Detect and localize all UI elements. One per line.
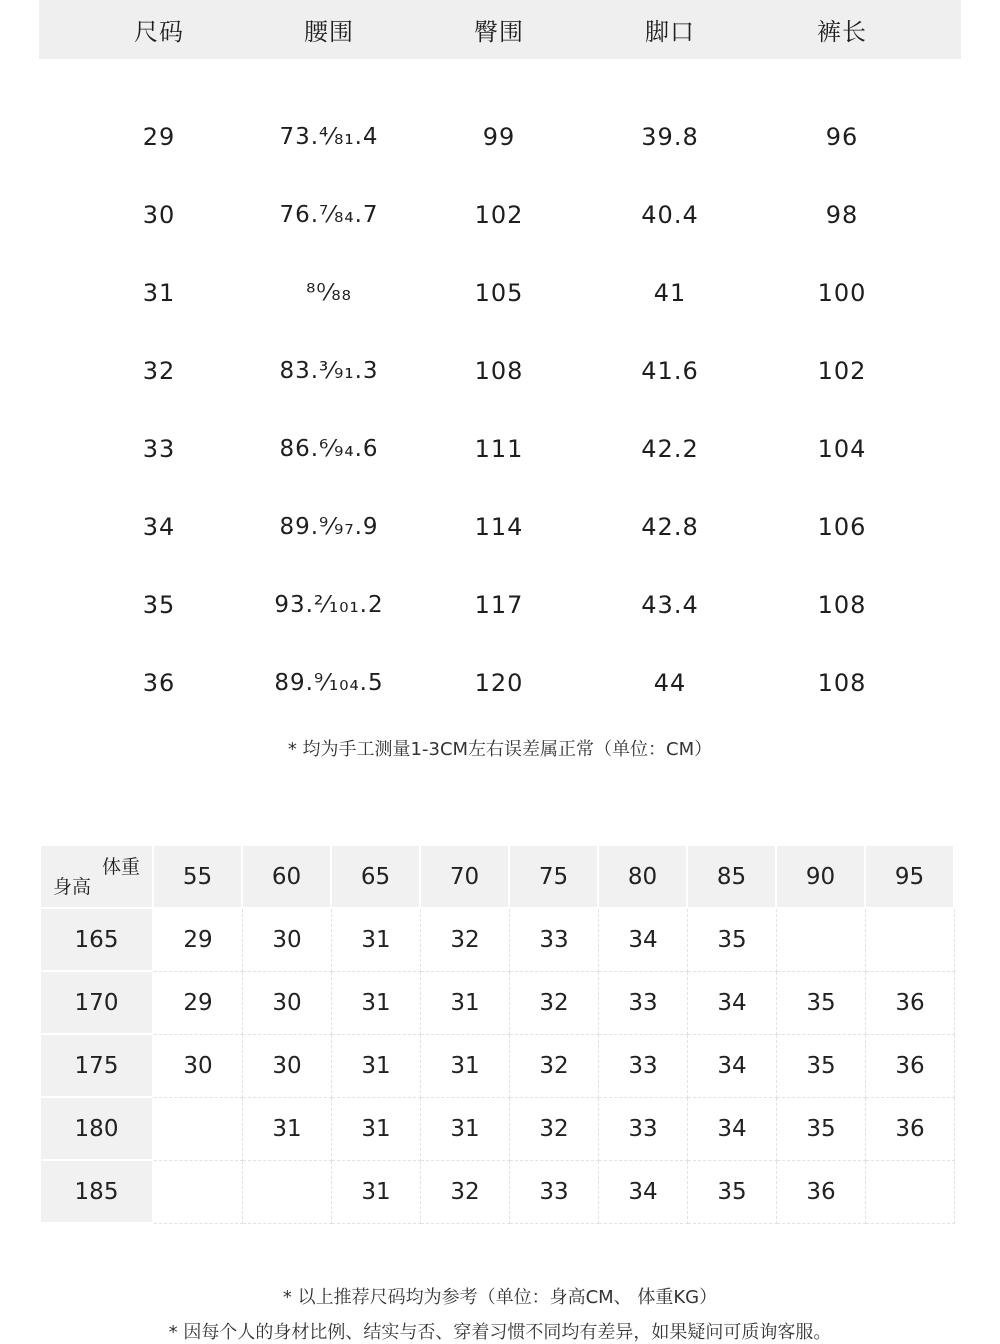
recommended-size-cell: 31 [332, 1098, 421, 1161]
recommended-size-cell: 31 [243, 1098, 332, 1161]
cell-hem: 43.4 [641, 591, 699, 619]
cell-hem: 41 [653, 279, 687, 307]
recommended-size-cell: 35 [688, 909, 777, 972]
height-header-cell: 180 [41, 1098, 154, 1161]
recommended-size-cell: 30 [243, 972, 332, 1035]
cell-waist: ⁸⁰⁄₈₈ [306, 280, 352, 306]
size-recommendation-table [41, 846, 955, 1224]
recommended-size-cell: 33 [599, 1098, 688, 1161]
table-row [39, 644, 961, 722]
cell-hem: 39.8 [641, 123, 699, 151]
height-header-cell: 175 [41, 1035, 154, 1098]
cell-hem: 42.2 [641, 435, 699, 463]
recommended-size-cell [866, 909, 955, 972]
recommended-size-cell [243, 1161, 332, 1224]
cell-length: 108 [817, 591, 867, 619]
recommended-size-cell [154, 1161, 243, 1224]
weight-axis-label: 体重 [101, 856, 140, 878]
recommended-size-cell: 31 [421, 1035, 510, 1098]
recommended-size-cell: 35 [777, 972, 866, 1035]
recommended-size-cell: 31 [332, 972, 421, 1035]
recommended-size-cell: 32 [510, 1098, 599, 1161]
size-table-header [39, 0, 961, 59]
cell-length: 108 [817, 669, 867, 697]
recommended-size-cell: 34 [688, 1098, 777, 1161]
cell-hip: 99 [482, 123, 516, 151]
cell-size: 31 [142, 279, 176, 307]
recommended-size-cell: 31 [421, 972, 510, 1035]
cell-size: 35 [142, 591, 176, 619]
corner-header [41, 846, 154, 909]
cell-size: 33 [142, 435, 176, 463]
cell-waist: 73.⁴⁄₈₁.4 [279, 124, 379, 150]
header-size: 尺码 [134, 18, 184, 46]
header-hem: 脚口 [645, 18, 695, 46]
cell-hip: 114 [474, 513, 524, 541]
recommended-size-cell: 32 [510, 1035, 599, 1098]
recommended-size-cell: 34 [688, 972, 777, 1035]
recommended-size-cell: 36 [866, 972, 955, 1035]
weight-header-cell: 95 [866, 846, 955, 909]
recommended-size-cell: 35 [777, 1098, 866, 1161]
cell-length: 104 [817, 435, 867, 463]
cell-hem: 40.4 [641, 201, 699, 229]
table-row [39, 98, 961, 176]
cell-size: 32 [142, 357, 176, 385]
cell-length: 106 [817, 513, 867, 541]
recommended-size-cell [154, 1098, 243, 1161]
cell-length: 102 [817, 357, 867, 385]
recommended-size-cell [777, 909, 866, 972]
recommended-size-cell: 30 [243, 909, 332, 972]
cell-hem: 42.8 [641, 513, 699, 541]
recommended-size-cell: 33 [599, 972, 688, 1035]
cell-hip: 102 [474, 201, 524, 229]
table-row [39, 410, 961, 488]
cell-waist: 76.⁷⁄₈₄.7 [279, 202, 379, 228]
height-axis-label: 身高 [53, 876, 92, 898]
recommended-size-cell: 32 [421, 1161, 510, 1224]
recommended-size-cell: 34 [688, 1035, 777, 1098]
cell-hip: 111 [474, 435, 524, 463]
recommended-size-cell: 33 [510, 1161, 599, 1224]
header-waist: 腰围 [304, 18, 354, 46]
cell-waist: 89.⁹⁄₁₀₄.5 [274, 670, 384, 696]
measurement-note: * 均为手工测量1-3CM左右误差属正常（单位：CM） [287, 739, 713, 760]
cell-length: 100 [817, 279, 867, 307]
weight-header-cell: 65 [332, 846, 421, 909]
recommended-size-cell: 30 [243, 1035, 332, 1098]
recommended-size-cell: 29 [154, 909, 243, 972]
cell-waist: 93.²⁄₁₀₁.2 [274, 592, 384, 618]
table-row [39, 176, 961, 254]
recommended-size-cell: 35 [777, 1035, 866, 1098]
cell-size: 29 [142, 123, 176, 151]
cell-size: 30 [142, 201, 176, 229]
table-row [39, 332, 961, 410]
recommended-size-cell [866, 1161, 955, 1224]
header-length: 裤长 [817, 18, 867, 46]
disclaimer-note: * 因每个人的身材比例、结实与否、穿着习惯不同均有差异，如果疑问可质询客服。 [168, 1322, 832, 1343]
cell-hip: 120 [474, 669, 524, 697]
recommended-size-cell: 30 [154, 1035, 243, 1098]
recommended-size-cell: 32 [421, 909, 510, 972]
recommended-size-cell: 35 [688, 1161, 777, 1224]
cell-hip: 108 [474, 357, 524, 385]
table-row [39, 488, 961, 566]
recommended-size-cell: 36 [777, 1161, 866, 1224]
recommended-size-cell: 33 [599, 1035, 688, 1098]
cell-waist: 89.⁹⁄₉₇.9 [279, 514, 379, 540]
height-header-cell: 165 [41, 909, 154, 972]
height-header-cell: 185 [41, 1161, 154, 1224]
cell-hem: 44 [653, 669, 687, 697]
weight-header-cell: 75 [510, 846, 599, 909]
size-table-body [39, 59, 961, 722]
recommended-size-cell: 31 [332, 1035, 421, 1098]
recommended-size-cell: 31 [332, 1161, 421, 1224]
recommended-size-cell: 34 [599, 1161, 688, 1224]
recommended-size-cell: 36 [866, 1098, 955, 1161]
weight-header-cell: 70 [421, 846, 510, 909]
cell-waist: 86.⁶⁄₉₄.6 [279, 436, 379, 462]
cell-hip: 117 [474, 591, 524, 619]
recommended-size-cell: 32 [510, 972, 599, 1035]
recommended-size-cell: 31 [421, 1098, 510, 1161]
weight-header-cell: 90 [777, 846, 866, 909]
cell-size: 34 [142, 513, 176, 541]
cell-hip: 105 [474, 279, 524, 307]
weight-header-cell: 55 [154, 846, 243, 909]
recommended-size-cell: 33 [510, 909, 599, 972]
size-table [39, 0, 961, 722]
height-header-cell: 170 [41, 972, 154, 1035]
cell-length: 96 [825, 123, 859, 151]
recommended-size-cell: 36 [866, 1035, 955, 1098]
recommended-size-cell: 29 [154, 972, 243, 1035]
recommended-size-cell: 31 [332, 909, 421, 972]
weight-header-cell: 80 [599, 846, 688, 909]
cell-waist: 83.³⁄₉₁.3 [279, 358, 379, 384]
table-row [39, 254, 961, 332]
weight-header-cell: 60 [243, 846, 332, 909]
cell-size: 36 [142, 669, 176, 697]
recommendation-note: * 以上推荐尺码均为参考（单位：身高CM、 体重KG） [282, 1287, 718, 1308]
cell-length: 98 [825, 201, 859, 229]
cell-hem: 41.6 [641, 357, 699, 385]
header-hip: 臀围 [474, 18, 524, 46]
table-row [39, 566, 961, 644]
recommended-size-cell: 34 [599, 909, 688, 972]
weight-header-cell: 85 [688, 846, 777, 909]
